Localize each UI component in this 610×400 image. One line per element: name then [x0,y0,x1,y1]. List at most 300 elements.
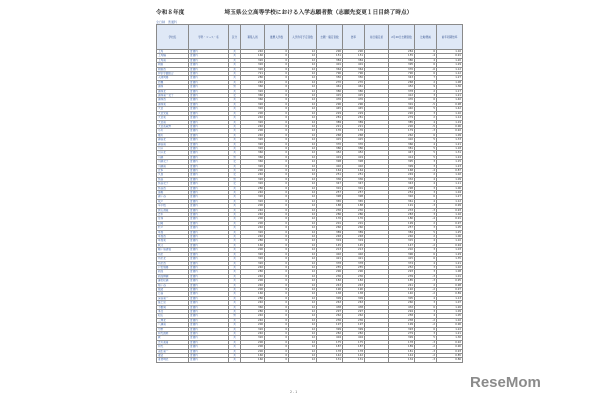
cell-capacity: 160 [241,358,265,362]
cell-school: 杉戸 [157,226,189,230]
cell-prev-ratio: 1.35 [437,257,463,261]
cell-recommend: 0 [265,235,289,239]
cell-ratio: 415 [343,138,365,142]
cell-course: 普通科 [189,349,229,353]
cell-change: -5 [415,102,437,106]
cell-school: 所沢西 [157,261,189,265]
cell-division: 共 [229,98,241,102]
cell-ratio: 182 [343,279,365,283]
cell-admit-planned: 12 [289,129,317,133]
cell-course: 普通科 [189,283,229,287]
cell-recommend: 0 [265,283,289,287]
cell-ratio: 399 [343,327,365,331]
cell-admit-planned: 12 [289,349,317,353]
cell-school: 蕨 [157,336,189,340]
resemom-logo: ReseMom [470,374,541,391]
cell-feb20: 361 [389,199,415,203]
cell-change: -3 [415,340,437,344]
cell-school: 川口 [157,146,189,150]
cell-capacity: 200 [241,349,265,353]
cell-feb20: 470 [389,98,415,102]
cell-recommend: 0 [265,94,289,98]
cell-division: 共 [229,327,241,331]
cell-school: 志木 [157,213,189,217]
cell-course: 普通科 [189,221,229,225]
cell-admit-planned: 12 [289,314,317,318]
cell-feb20: 343 [389,182,415,186]
cell-applicants: 415 [317,94,343,98]
cell-capacity: 160 [241,54,265,58]
cell-course: 普通科 [189,226,229,230]
cell-course: 普通科 [189,186,229,190]
cell-school: 浦和東 [157,102,189,106]
cell-ratio: 384 [343,58,365,62]
cell-capacity: 160 [241,354,265,358]
cell-ratio: 255 [343,265,365,269]
cell-prev-ratio: 1.07 [437,301,463,305]
cell-division: 共 [229,208,241,212]
cell-course: 普通科 [189,235,229,239]
cell-school: 越谷南 [157,142,189,146]
cell-course: 普通科 [189,195,229,199]
cell-division: 共 [229,292,241,296]
cell-school: 大宮南 [157,120,189,124]
cell-ratio: 389 [343,230,365,234]
cell-feb20: 392 [389,195,415,199]
cell-change: -3 [415,274,437,278]
cell-change: -2 [415,323,437,327]
cell-ratio: 309 [343,296,365,300]
cell-division: 共 [229,199,241,203]
cell-feb20: 262 [389,133,415,137]
cell-ratio: 187 [343,345,365,349]
cell-prev-ratio: 1.17 [437,89,463,93]
cell-recommend: 0 [265,345,289,349]
cell-applicants: 296 [317,102,343,106]
cell-ratio: 281 [343,116,365,120]
cell-capacity: 240 [241,332,265,336]
cell-change: 3 [415,111,437,115]
cell-change: 3 [415,94,437,98]
cell-recommend: 0 [265,327,289,331]
cell-applicants: 164 [317,168,343,172]
cell-ratio: 364 [343,67,365,71]
cell-admit-planned: 12 [289,199,317,203]
cell-capacity: 240 [241,124,265,128]
cell-course: 普通科 [189,199,229,203]
cell-capacity: 320 [241,327,265,331]
cell-course: 普通科 [189,133,229,137]
cell-prev-ratio: 0.99 [437,204,463,208]
cell-recommend: 0 [265,76,289,80]
cell-prev-ratio: 1.04 [437,191,463,195]
cell-applicants: 187 [317,345,343,349]
title-main: 埼玉県公立高等学校における入学志願者数（志願先変更１日目終了時点） [224,10,413,16]
cell-capacity: 200 [241,221,265,225]
cell-recommend: 0 [265,358,289,362]
cell-prev-ratio: 1.26 [437,305,463,309]
cell-feb20: 168 [389,168,415,172]
cell-division: 共 [229,283,241,287]
cell-recommend: 0 [265,67,289,71]
cell-ratio: 297 [343,309,365,313]
cell-capacity: 200 [241,248,265,252]
cell-school: 妻沼 [157,354,189,358]
cell-prev-ratio: 1.14 [437,116,463,120]
cell-change: 3 [415,213,437,217]
cell-change: 5 [415,336,437,340]
cell-admit-planned: 12 [289,116,317,120]
cell-recommend: 0 [265,98,289,102]
cell-division: 共 [229,195,241,199]
cell-division: 共 [229,349,241,353]
cell-applicants: 445 [317,107,343,111]
cell-admit-planned: 12 [289,76,317,80]
cell-prev-ratio: 1.02 [437,173,463,177]
cell-change: -2 [415,354,437,358]
cell-prev-ratio: 0.91 [437,54,463,58]
cell-recommend: 0 [265,160,289,164]
cell-school: 坂戸 [157,199,189,203]
cell-course: 普通科 [189,120,229,124]
cell-recommend: 0 [265,85,289,89]
cell-recommend: 0 [265,270,289,274]
cell-ratio: 230 [343,208,365,212]
cell-recommend: 0 [265,296,289,300]
header-admit-planned: 入学許可予定者数 [289,25,317,50]
cell-course: 普通科 [189,248,229,252]
cell-ratio: 419 [343,155,365,159]
cell-change: 3 [415,301,437,305]
cell-change: 5 [415,230,437,234]
cell-school: 幸手桜 [157,204,189,208]
cell-school: 羽生第一 [157,349,189,353]
cell-applicants: 402 [317,252,343,256]
cell-diff [365,358,389,362]
cell-ratio: 257 [343,191,365,195]
cell-capacity: 240 [241,226,265,230]
cell-prev-ratio: 1.21 [437,142,463,146]
cell-admit-planned: 12 [289,336,317,340]
cell-prev-ratio: 1.21 [437,94,463,98]
cell-school: 与野 [157,327,189,331]
cell-admit-planned: 12 [289,138,317,142]
cell-school: 草加東 [157,239,189,243]
cell-course: 普通科 [189,265,229,269]
cell-admit-planned: 12 [289,332,317,336]
cell-feb20: 370 [389,67,415,71]
cell-applicants: 398 [317,195,343,199]
cell-admit-planned: 12 [289,173,317,177]
cell-feb20: 257 [389,226,415,230]
cell-capacity: 320 [241,146,265,150]
cell-admit-planned: 12 [289,204,317,208]
cell-applicants: 138 [317,292,343,296]
cell-division: 共 [229,133,241,137]
cell-recommend: 0 [265,146,289,150]
cell-division: 共 [229,239,241,243]
cell-change: 6 [415,252,437,256]
cell-feb20: 199 [389,323,415,327]
cell-recommend: 0 [265,336,289,340]
cell-change: -3 [415,279,437,283]
cell-feb20: 241 [389,283,415,287]
cell-ratio: 243 [343,283,365,287]
cell-capacity: 320 [241,177,265,181]
cell-school: 大宮 [157,107,189,111]
cell-prev-ratio: 1.02 [437,318,463,322]
cell-recommend: 0 [265,248,289,252]
cell-course: 普通科 [189,270,229,274]
cell-course: 普通科 [189,239,229,243]
cell-capacity: 320 [241,199,265,203]
cell-change: 3 [415,226,437,230]
cell-change: 6 [415,98,437,102]
cell-course: 普通科 [189,151,229,155]
cell-school: 松山 [157,314,189,318]
cell-applicants: 452 [317,151,343,155]
cell-change: 9 [415,85,437,89]
cell-applicants: 175 [317,340,343,344]
cell-recommend: 0 [265,239,289,243]
cell-feb20: 298 [389,186,415,190]
cell-prev-ratio: 1.40 [437,98,463,102]
fiscal-year: 令和８年度 [156,10,185,16]
cell-division: 共 [229,230,241,234]
cell-division: 共 [229,235,241,239]
cell-school: 浦和第一女子 [157,94,189,98]
cell-admit-planned: 12 [289,107,317,111]
cell-change: -3 [415,204,437,208]
cell-school: 蓮田松韻 [157,279,189,283]
cell-prev-ratio: 0.98 [437,283,463,287]
cell-ratio: 236 [343,318,365,322]
cell-admit-planned: 12 [289,111,317,115]
cell-feb20: 210 [389,248,415,252]
cell-admit-planned: 12 [289,270,317,274]
cell-capacity: 360 [241,160,265,164]
cell-course: 普通科 [189,138,229,142]
cell-feb20: 284 [389,50,415,54]
cell-division: 共 [229,257,241,261]
cell-course: 普通科 [189,124,229,128]
cell-school: 熊谷 [157,177,189,181]
cell-ratio: 270 [343,80,365,84]
cell-change: 6 [415,50,437,54]
cell-capacity: 320 [241,63,265,67]
cell-ratio: 176 [343,129,365,133]
cell-capacity: 240 [241,80,265,84]
cell-division: 共 [229,151,241,155]
cell-course: 普通科 [189,274,229,278]
cell-applicants: 384 [317,58,343,62]
cell-feb20: 226 [389,124,415,128]
cell-course: 普通科 [189,305,229,309]
cell-ratio: 176 [343,217,365,221]
cell-applicants: 404 [317,336,343,340]
cell-admit-planned: 12 [289,265,317,269]
cell-division: 共 [229,80,241,84]
cell-admit-planned: 12 [289,164,317,168]
cell-ratio: 201 [343,221,365,225]
cell-admit-planned: 12 [289,221,317,225]
applicants-table [156,24,463,363]
cell-change: 6 [415,133,437,137]
cell-ratio: 263 [343,301,365,305]
cell-school: 秩父 [157,243,189,247]
cell-division: 共 [229,142,241,146]
cell-feb20: 178 [389,340,415,344]
cell-change: 3 [415,164,437,168]
cell-prev-ratio: 1.08 [437,80,463,84]
cell-recommend: 0 [265,226,289,230]
cell-recommend: 0 [265,142,289,146]
cell-feb20: 412 [389,94,415,98]
cell-recommend: 0 [265,213,289,217]
cell-prev-ratio: 1.29 [437,63,463,67]
cell-recommend: 0 [265,305,289,309]
cell-recommend: 0 [265,243,289,247]
cell-capacity: 360 [241,98,265,102]
cell-change: -4 [415,54,437,58]
cell-division: 共 [229,340,241,344]
cell-division: 共 [229,54,241,58]
cell-prev-ratio: 1.20 [437,58,463,62]
cell-course: 普通科 [189,323,229,327]
cell-applicants: 796 [317,72,343,76]
cell-prev-ratio: 1.33 [437,138,463,142]
cell-course: 普通科 [189,94,229,98]
cell-prev-ratio: 1.42 [437,107,463,111]
cell-change: 5 [415,155,437,159]
cell-ratio: 188 [343,204,365,208]
cell-course: 普通科 [189,50,229,54]
cell-course: 普通科 [189,177,229,181]
cell-feb20: 268 [389,80,415,84]
cell-recommend: 0 [265,120,289,124]
cell-change: 4 [415,142,437,146]
cell-division: 共 [229,221,241,225]
cell-division: 共 [229,146,241,150]
cell-feb20: 134 [389,358,415,362]
cell-ratio: 378 [343,261,365,265]
cell-ratio: 301 [343,186,365,190]
cell-admit-planned: 12 [289,283,317,287]
cell-school: 新座 [157,270,189,274]
cell-ratio: 296 [343,102,365,106]
cell-change: -2 [415,287,437,291]
cell-change: 2 [415,173,437,177]
cell-ratio: 290 [343,50,365,54]
header-diff: 前日確定差 [365,25,389,50]
cell-admit-planned: 12 [289,94,317,98]
cell-school: 三郷北 [157,318,189,322]
cell-course: 普通科 [189,155,229,159]
cell-feb20: 254 [389,191,415,195]
cell-capacity: 200 [241,279,265,283]
cell-applicants: 182 [317,279,343,283]
cell-division: 共 [229,58,241,62]
cell-school: 寄居城北 [157,358,189,362]
cell-course: 普通科 [189,204,229,208]
cell-ratio: 370 [343,142,365,146]
cell-applicants: 282 [317,332,343,336]
cell-feb20: 155 [389,54,415,58]
cell-division: 共 [229,76,241,80]
table-body [157,50,463,363]
cell-applicants: 236 [317,318,343,322]
cell-course: 普通科 [189,173,229,177]
cell-admit-planned: 12 [289,191,317,195]
cell-division: 共 [229,354,241,358]
cell-applicants: 476 [317,98,343,102]
cell-change: 6 [415,327,437,331]
cell-recommend: 0 [265,314,289,318]
cell-applicants: 364 [317,67,343,71]
cell-change: 6 [415,72,437,76]
cell-feb20: 144 [389,354,415,358]
cell-feb20: 283 [389,213,415,217]
cell-ratio: 282 [343,332,365,336]
cell-school: 熊谷西 [157,186,189,190]
header-course: 学科・コース・系 [189,25,229,50]
cell-division: 共 [229,89,241,93]
cell-capacity: 200 [241,323,265,327]
cell-feb20: 279 [389,116,415,120]
cell-school: 和光 [157,345,189,349]
cell-division: 共 [229,72,241,76]
cell-applicants: 262 [317,314,343,318]
cell-admit-planned: 12 [289,292,317,296]
cell-feb20: 440 [389,107,415,111]
cell-admit-planned: 12 [289,354,317,358]
cell-applicants: 421 [317,257,343,261]
cell-prev-ratio: 0.92 [437,129,463,133]
cell-course: 普通科 [189,160,229,164]
cell-applicants: 350 [317,76,343,80]
cell-recommend: 0 [265,186,289,190]
cell-recommend: 0 [265,168,289,172]
cell-change: 6 [415,257,437,261]
cell-division: 共 [229,336,241,340]
cell-division: 共 [229,265,241,269]
cell-division: 共 [229,305,241,309]
cell-change: -2 [415,318,437,322]
cell-recommend: 0 [265,173,289,177]
cell-course: 普通科 [189,54,229,58]
cell-recommend: 0 [265,323,289,327]
cell-admit-planned: 12 [289,230,317,234]
cell-admit-planned: 12 [289,85,317,89]
header-feb20: 2月20日志願者数 [389,25,415,50]
cell-prev-ratio: 0.85 [437,354,463,358]
cell-recommend: 0 [265,318,289,322]
cell-course: 普通科 [189,98,229,102]
cell-prev-ratio: 1.16 [437,213,463,217]
cell-ratio: 421 [343,257,365,261]
cell-feb20: 415 [389,257,415,261]
cell-admit-planned: 12 [289,177,317,181]
cell-change: 3 [415,191,437,195]
cell-change: 6 [415,63,437,67]
cell-applicants: 380 [317,89,343,93]
cell-prev-ratio: 0.98 [437,102,463,106]
cell-admit-planned: 12 [289,309,317,313]
cell-school: 上尾 [157,50,189,54]
cell-change: 3 [415,265,437,269]
cell-capacity: 240 [241,318,265,322]
cell-recommend: 0 [265,54,289,58]
